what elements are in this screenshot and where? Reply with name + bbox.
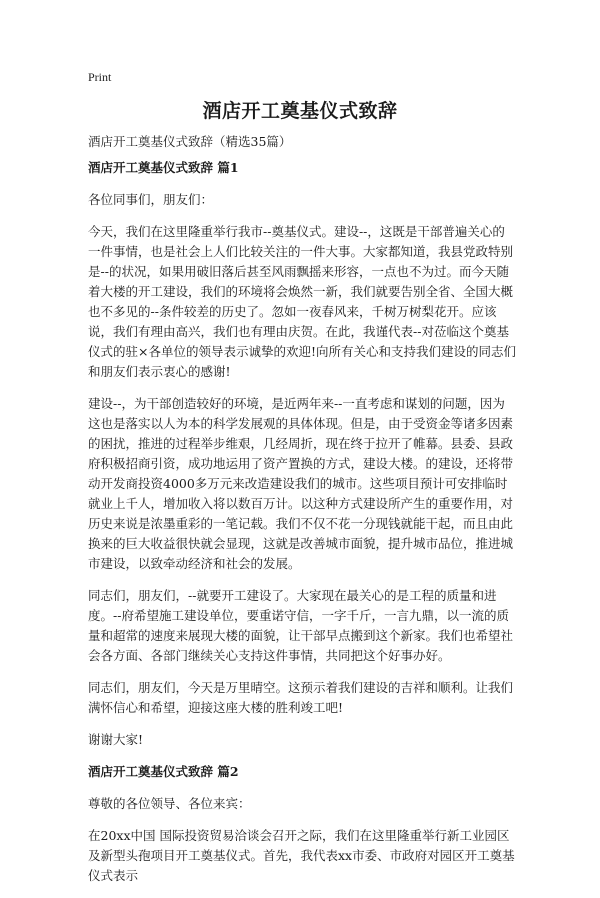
page-title: 酒店开工奠基仪式致辞 xyxy=(202,100,398,122)
section-heading-2: 酒店开工奠基仪式致辞 篇2 xyxy=(88,764,239,779)
section-heading-1: 酒店开工奠基仪式致辞 篇1 xyxy=(88,160,239,175)
document-body xyxy=(88,132,516,898)
salutation-2: 尊敬的各位领导、各位来宾： xyxy=(88,796,251,811)
print-link[interactable]: Print xyxy=(88,70,112,84)
paragraph-2-1: 在20xx中国 国际投资贸易洽谈会召开之际，我们在这里隆重举行新工业园区及新型头孢项目开工奠基仪式。首先，我代表xx市委、市政府对园区开工奠基仪式表示 xyxy=(88,828,515,883)
paragraph-1-2: 建设--，为干部创造较好的环境，是近两年来--一直考虑和谋划的问题，因为这也是落实以人为本的科学发展观的具体体现。但是，由于受资金等诸多因素的困扰，推进的过程举步维艰，几经周折，现在终于拉开了帷幕。县委、县政府积极招商引资，成功地运用了资产置换的方式，建设大楼。的建设，还将带动开发商投资4000多万元来改造建设我们的城市。这些项目预计可安排临时就业上千人，增加收入将以数百万计。以这种方式建设所产生的重要作用，对历史来说是浓墨重彩的一笔记载。我们不仅不花一分现钱就能干起，而且由此换来的巨大收益很快就会显现，这就是改善城市面貌，提升城市品位，推进城市建设，以致牵动经济和社会的发展。 xyxy=(88,396,514,571)
salutation-1: 各位同事们，朋友们： xyxy=(88,192,214,207)
paragraph-1-4: 同志们，朋友们，今天是万里晴空。这预示着我们建设的吉祥和顺利。让我们满怀信心和希望，迎接这座大楼的胜利竣工吧! xyxy=(88,680,514,715)
closing-1: 谢谢大家! xyxy=(88,732,144,747)
paragraph-1-1: 今天，我们在这里隆重举行我市--奠基仪式。建设--，这既是干部普遍关心的一件事情，也是社会上人们比较关注的一件大事。大家都知道，我县党政特别是--的状况，如果用破旧落后甚至风雨飘摇来形容，一点也不为过。而今天随着大楼的开工建设，我们的环境将会焕然一新，我们就要告别全省、全国大概也不多见的--条件较差的历史了。忽如一夜春风来，千树万树梨花开。应该说，我们有理由高兴，我们也有理由庆贺。在此，我谨代表--对莅临这个奠基仪式的驻×各单位的领导表示诚挚的欢迎!向所有关心和支持我们建设的同志们和朋友们表示衷心的感谢! xyxy=(88,224,516,379)
document-subtitle: 酒店开工奠基仪式致辞（精选35篇） xyxy=(88,134,292,149)
paragraph-1-3: 同志们，朋友们，--就要开工建设了。大家现在最关心的是工程的质量和进度。--府希望施工建设单位，要重诺守信，一字千斤，一言九鼎，以一流的质量和超常的速度来展现大楼的面貌，让干部早点搬到这个新家。我们也希望社会各方面、各部门继续关心支持这件事情，共同把这个好事办好。 xyxy=(88,588,514,663)
